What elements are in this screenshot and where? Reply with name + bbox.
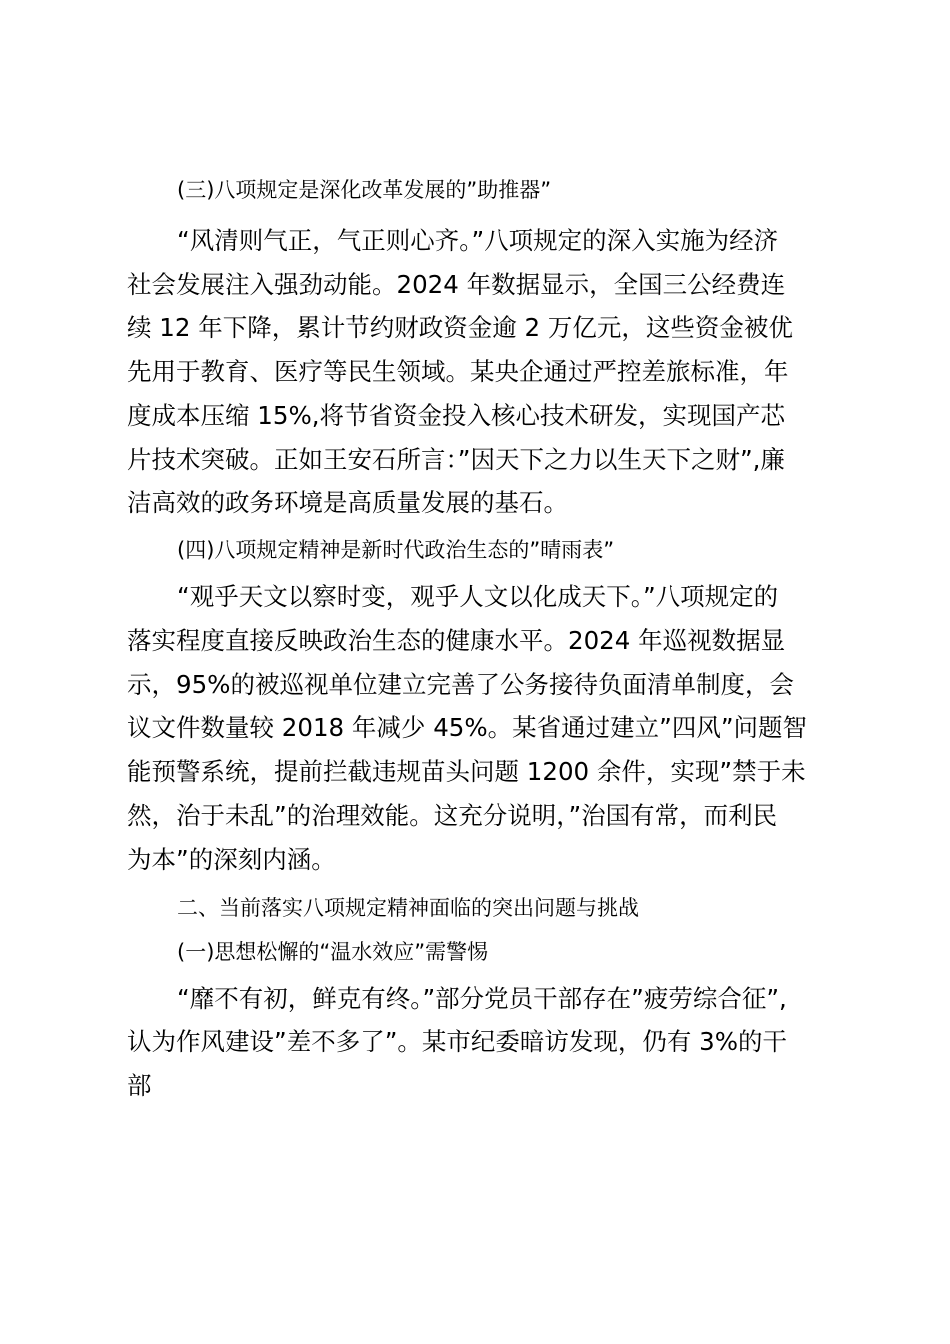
- chapter-heading-2: 二、当前落实八项规定精神面临的突出问题与挑战: [177, 896, 639, 920]
- paragraph-line: 部: [127, 1071, 152, 1100]
- paragraph-line: “靡不有初，鲜克有终。”部分党员干部存在”疲劳综合征”,: [177, 984, 787, 1013]
- paragraph-line: 认为作风建设”差不多了”。某市纪委暗访发现，仍有 3%的干: [127, 1027, 788, 1056]
- paragraph-line: 社会发展注入强劲动能。2024 年数据显示，全国三公经费连: [127, 270, 786, 299]
- paragraph-line: “观乎天文以察时变，观乎人文以化成天下。”八项规定的: [177, 582, 779, 611]
- paragraph-line: 能预警系统，提前拦截违规苗头问题 1200 余件，实现”禁于未: [127, 757, 806, 786]
- paragraph-line: 洁高效的政务环境是高质量发展的基石。: [127, 488, 568, 517]
- paragraph-line: 然，治于未乱”的治理效能。这充分说明，”治国有常，而利民: [127, 801, 778, 830]
- section-heading-4: (四)八项规定精神是新时代政治生态的”晴雨表”: [177, 538, 615, 562]
- paragraph-line: 落实程度直接反映政治生态的健康水平。2024 年巡视数据显: [127, 626, 786, 655]
- paragraph-line: 为本”的深刻内涵。: [127, 845, 336, 874]
- paragraph-line: 议文件数量较 2018 年减少 45%。某省通过建立”四风”问题智: [127, 713, 808, 742]
- subsection-heading-1: (一)思想松懈的“温水效应”需警惕: [177, 940, 489, 964]
- paragraph-line: 示，95%的被巡视单位建立完善了公务接待负面清单制度，会: [127, 670, 794, 699]
- section-heading-3: (三)八项规定是深化改革发展的”助推器”: [177, 178, 552, 202]
- paragraph-line: 片技术突破。正如王安石所言：”因天下之力以生天下之财”,廉: [127, 445, 785, 474]
- paragraph-line: 续 12 年下降，累计节约财政资金逾 2 万亿元，这些资金被优: [127, 313, 793, 342]
- paragraph-line: 度成本压缩 15%,将节省资金投入核心技术研发，实现国产芯: [127, 401, 786, 430]
- paragraph-line: “风清则气正，气正则心齐。”八项规定的深入实施为经济: [177, 226, 779, 255]
- paragraph-line: 先用于教育、医疗等民生领域。某央企通过严控差旅标准，年: [127, 357, 789, 386]
